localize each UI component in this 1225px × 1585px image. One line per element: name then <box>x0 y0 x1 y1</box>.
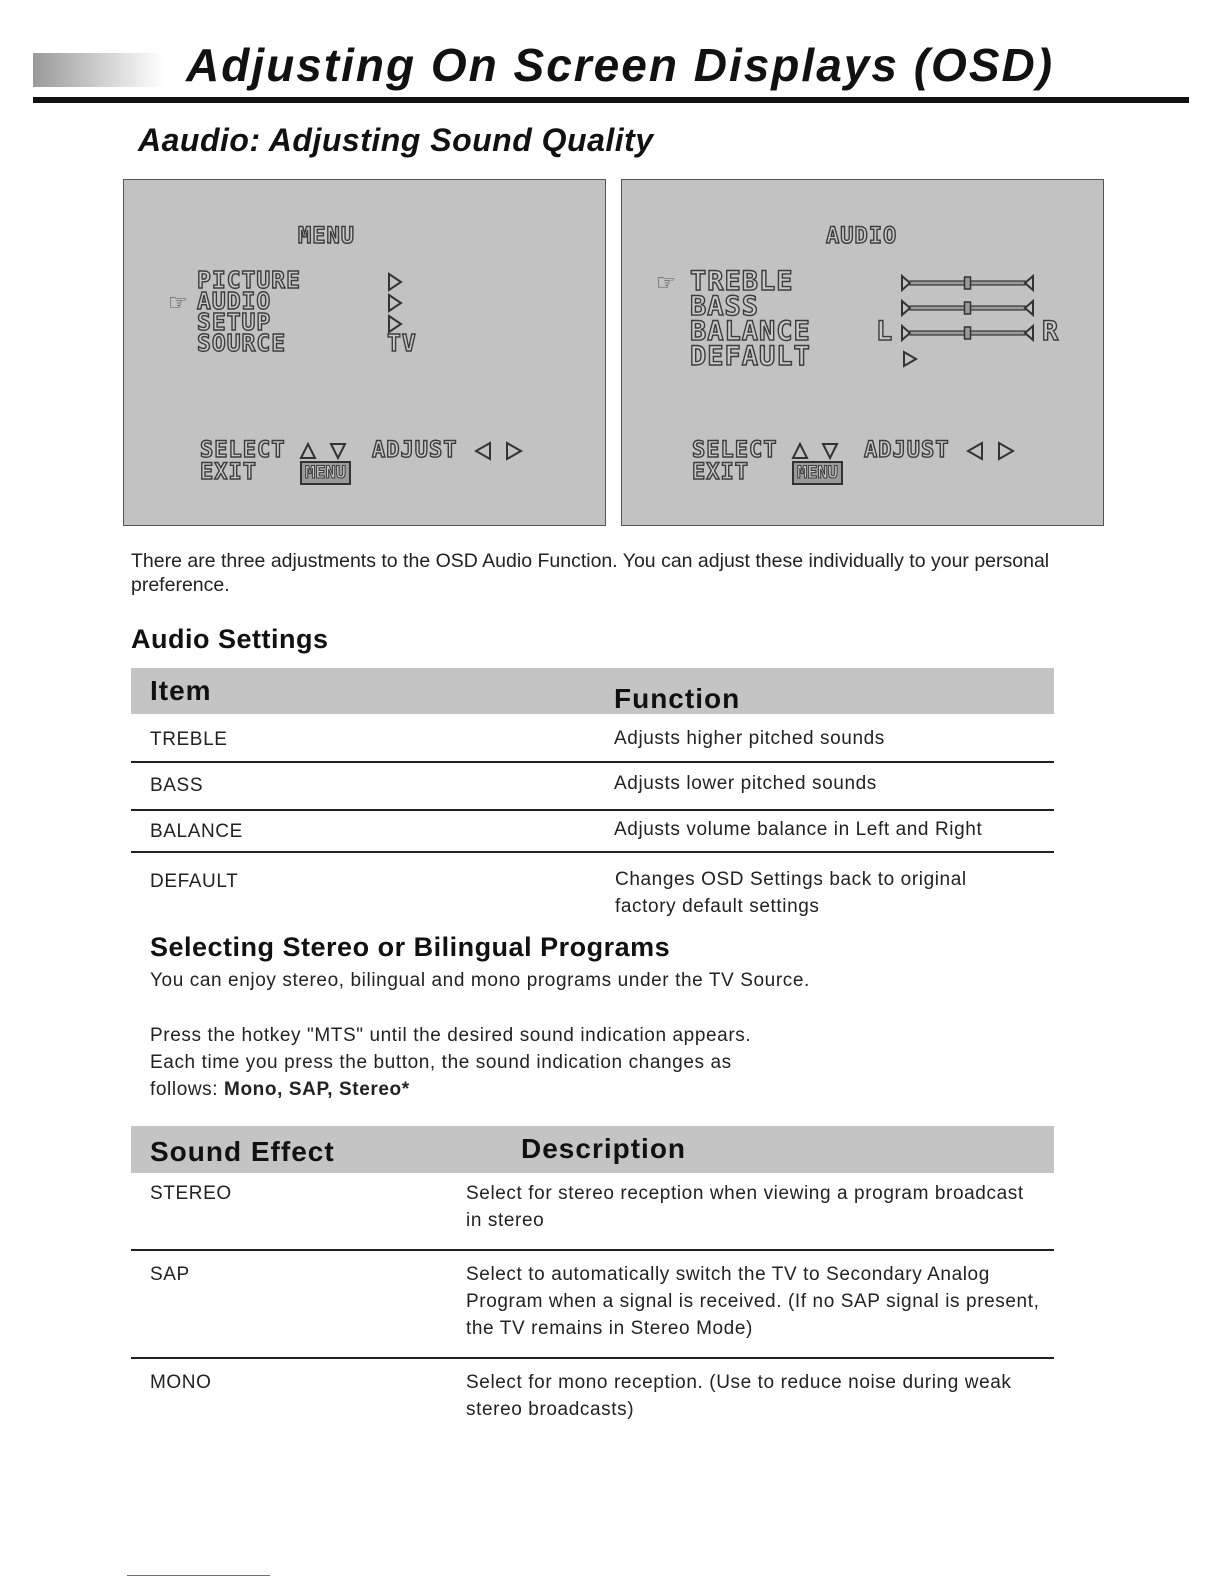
table-divider <box>131 761 1054 763</box>
osd-menu-source-value: TV <box>387 331 417 357</box>
osd-adjust-label: ADJUST <box>372 438 458 463</box>
bass-slider <box>900 299 1035 317</box>
pointing-hand-icon: ☞ <box>656 270 676 295</box>
stereo-line-1: You can enjoy stereo, bilingual and mono programs under the TV Source. <box>150 970 810 991</box>
stereo-line-4-prefix: follows: <box>150 1079 225 1100</box>
table-row-function: Adjusts higher pitched sounds <box>614 728 885 749</box>
table-row-function: Adjusts lower pitched sounds <box>614 773 877 794</box>
table-row-effect: STEREO <box>150 1183 232 1204</box>
treble-slider <box>900 274 1035 292</box>
table-divider <box>131 1357 1054 1359</box>
table-row-item: DEFAULT <box>150 871 239 892</box>
page-title: Adjusting On Screen Displays (OSD) <box>186 39 1055 91</box>
col-header-sound-effect: Sound Effect <box>150 1136 335 1167</box>
osd-audio-item-bass: BASS <box>690 291 760 322</box>
stereo-modes: Mono, SAP, Stereo* <box>224 1079 410 1100</box>
col-header-description: Description <box>521 1133 687 1164</box>
table-row-item: BALANCE <box>150 821 243 842</box>
arrow-right-icon <box>387 272 403 292</box>
osd-audio-screen <box>621 179 1104 526</box>
table-row-description: Select for mono reception. (Use to reduce noise during weak stereo broadcasts) <box>466 1372 1012 1420</box>
osd-menu-title: MENU <box>298 224 355 249</box>
balance-left-label: L <box>876 316 894 347</box>
osd-exit-label: EXIT <box>692 460 749 485</box>
table-divider <box>131 809 1054 811</box>
table-row-effect: SAP <box>150 1264 190 1285</box>
arrow-left-icon <box>966 441 984 466</box>
menu-key-badge: MENU <box>792 461 843 485</box>
balance-right-label: R <box>1042 316 1060 347</box>
section-subtitle: Aaudio: Adjusting Sound Quality <box>138 122 654 158</box>
audio-settings-heading: Audio Settings <box>131 624 329 654</box>
osd-audio-title: AUDIO <box>826 224 898 249</box>
osd-menu-item-source: SOURCE <box>197 331 287 357</box>
table-divider <box>131 851 1054 853</box>
stereo-line-3: Each time you press the button, the sound indication changes as <box>150 1052 732 1073</box>
col-header-item: Item <box>150 675 212 706</box>
stereo-line-4 <box>150 1076 410 1103</box>
table-row-description: Select to automatically switch the TV to Secondary Analog Program when a signal is received. (If no SAP signal is present, the TV remains in Stereo Mode) <box>466 1264 1040 1339</box>
osd-audio-item-balance: BALANCE <box>690 316 811 347</box>
osd-menu-item-audio: AUDIO <box>197 289 272 315</box>
bottom-underline <box>127 1575 270 1576</box>
audio-settings-table-header <box>131 668 1054 714</box>
osd-menu-item-picture: PICTURE <box>197 268 301 294</box>
osd-select-label: SELECT <box>692 438 778 463</box>
osd-exit-label: EXIT <box>200 460 257 485</box>
col-header-function: Function <box>614 683 741 714</box>
table-row-item: BASS <box>150 775 204 796</box>
stereo-line-2: Press the hotkey "MTS" until the desired sound indication appears. <box>150 1025 752 1046</box>
arrow-right-icon <box>902 350 918 373</box>
arrow-left-icon <box>474 441 492 466</box>
table-row-effect: MONO <box>150 1372 212 1393</box>
table-divider <box>131 1249 1054 1251</box>
table-row-description: Select for stereo reception when viewing a program broadcast in stereo <box>466 1183 1024 1231</box>
osd-menu-screen <box>123 179 606 526</box>
osd-audio-item-default: DEFAULT <box>690 341 811 372</box>
arrow-right-icon <box>997 441 1015 466</box>
table-row-function: Changes OSD Settings back to original factory default settings <box>615 869 967 917</box>
menu-key-badge: MENU <box>300 461 351 485</box>
balance-slider <box>900 324 1035 342</box>
osd-adjust-label: ADJUST <box>864 438 950 463</box>
stereo-heading: Selecting Stereo or Bilingual Programs <box>150 932 671 962</box>
osd-audio-item-treble: TREBLE <box>690 266 794 297</box>
osd-select-label: SELECT <box>200 438 286 463</box>
header-gradient-bar <box>33 53 163 87</box>
header-rule <box>33 97 1189 103</box>
pointing-hand-icon: ☞ <box>168 290 188 315</box>
table-row-function: Adjusts volume balance in Left and Right <box>614 819 983 840</box>
intro-paragraph: There are three adjustments to the OSD Audio Function. You can adjust these individually to your personal preference. <box>131 550 1050 596</box>
osd-menu-item-setup: SETUP <box>197 310 272 336</box>
arrow-right-icon <box>387 293 403 313</box>
table-row-item: TREBLE <box>150 729 228 750</box>
arrow-right-icon <box>505 441 523 466</box>
